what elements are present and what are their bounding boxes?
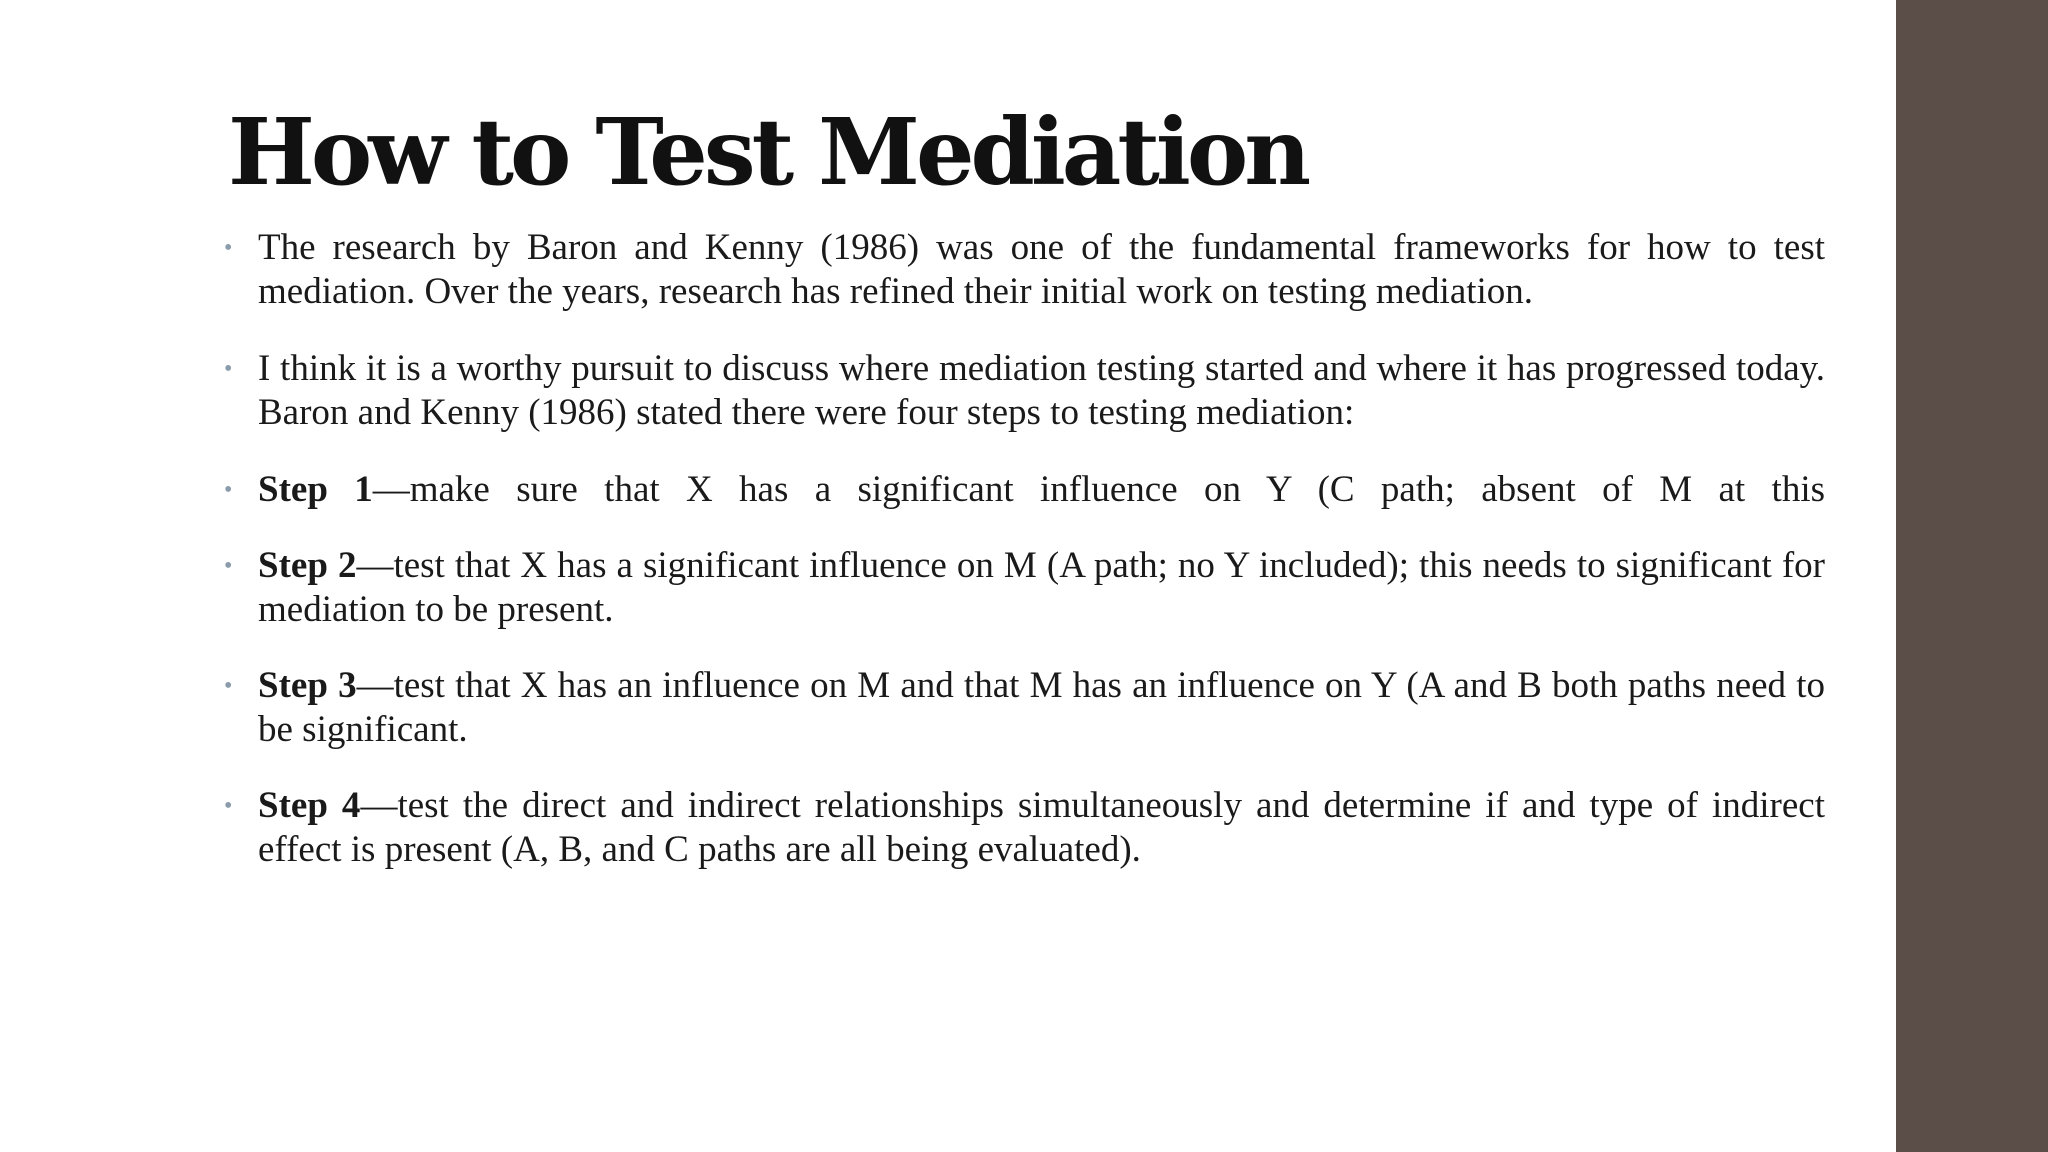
step-1-line xyxy=(258,468,1825,512)
step-label: Step 4 xyxy=(258,785,361,826)
step-label: Step 2 xyxy=(258,545,357,586)
bullet-item xyxy=(222,347,1825,435)
bullet-dot-icon: • xyxy=(224,793,233,819)
bullet-text: —make sure that X has a significant influence on Y (C path; absent of M at this xyxy=(372,469,1825,510)
bullet-dot-icon: • xyxy=(224,356,233,382)
bullet-text: —test that X has an influence on M and that M has an influence on Y (A and B both paths need to be significant. xyxy=(258,665,1825,750)
side-accent-bar xyxy=(1896,0,2048,1152)
bullet-text: The research by Baron and Kenny (1986) was one of the fundamental frameworks for how to test mediation. Over the years, research has refined their initial work on testing mediation. xyxy=(258,227,1825,312)
step-label: Step 3 xyxy=(258,665,357,706)
bullet-text: —test the direct and indirect relationships simultaneously and determine if and type of indirect effect is present (A, B, and C paths are all being evaluated). xyxy=(258,785,1826,870)
bullet-item-step-3 xyxy=(222,664,1825,752)
bullet-dot-icon: • xyxy=(224,477,233,503)
bullet-dot-icon: • xyxy=(224,235,233,261)
bullet-text: —test that X has a significant influence on M (A path; no Y included); this needs to significant for mediation to be present. xyxy=(258,545,1826,630)
bullet-text: I think it is a worthy pursuit to discuss where mediation testing started and where it has progressed today. Baron and Kenny (1986) stated there were four steps to testing mediation: xyxy=(258,348,1825,433)
bullet-dot-icon: • xyxy=(224,553,233,579)
bullet-item xyxy=(222,226,1825,314)
bullet-dot-icon: • xyxy=(224,673,233,699)
step-label: Step 1 xyxy=(258,469,373,510)
bullet-item-step-1 xyxy=(222,468,1825,512)
bullet-list xyxy=(222,226,1825,904)
bullet-item-step-4 xyxy=(222,784,1825,872)
slide-title: How to Test Mediation xyxy=(228,98,1308,206)
bullet-item-step-2 xyxy=(222,544,1825,632)
